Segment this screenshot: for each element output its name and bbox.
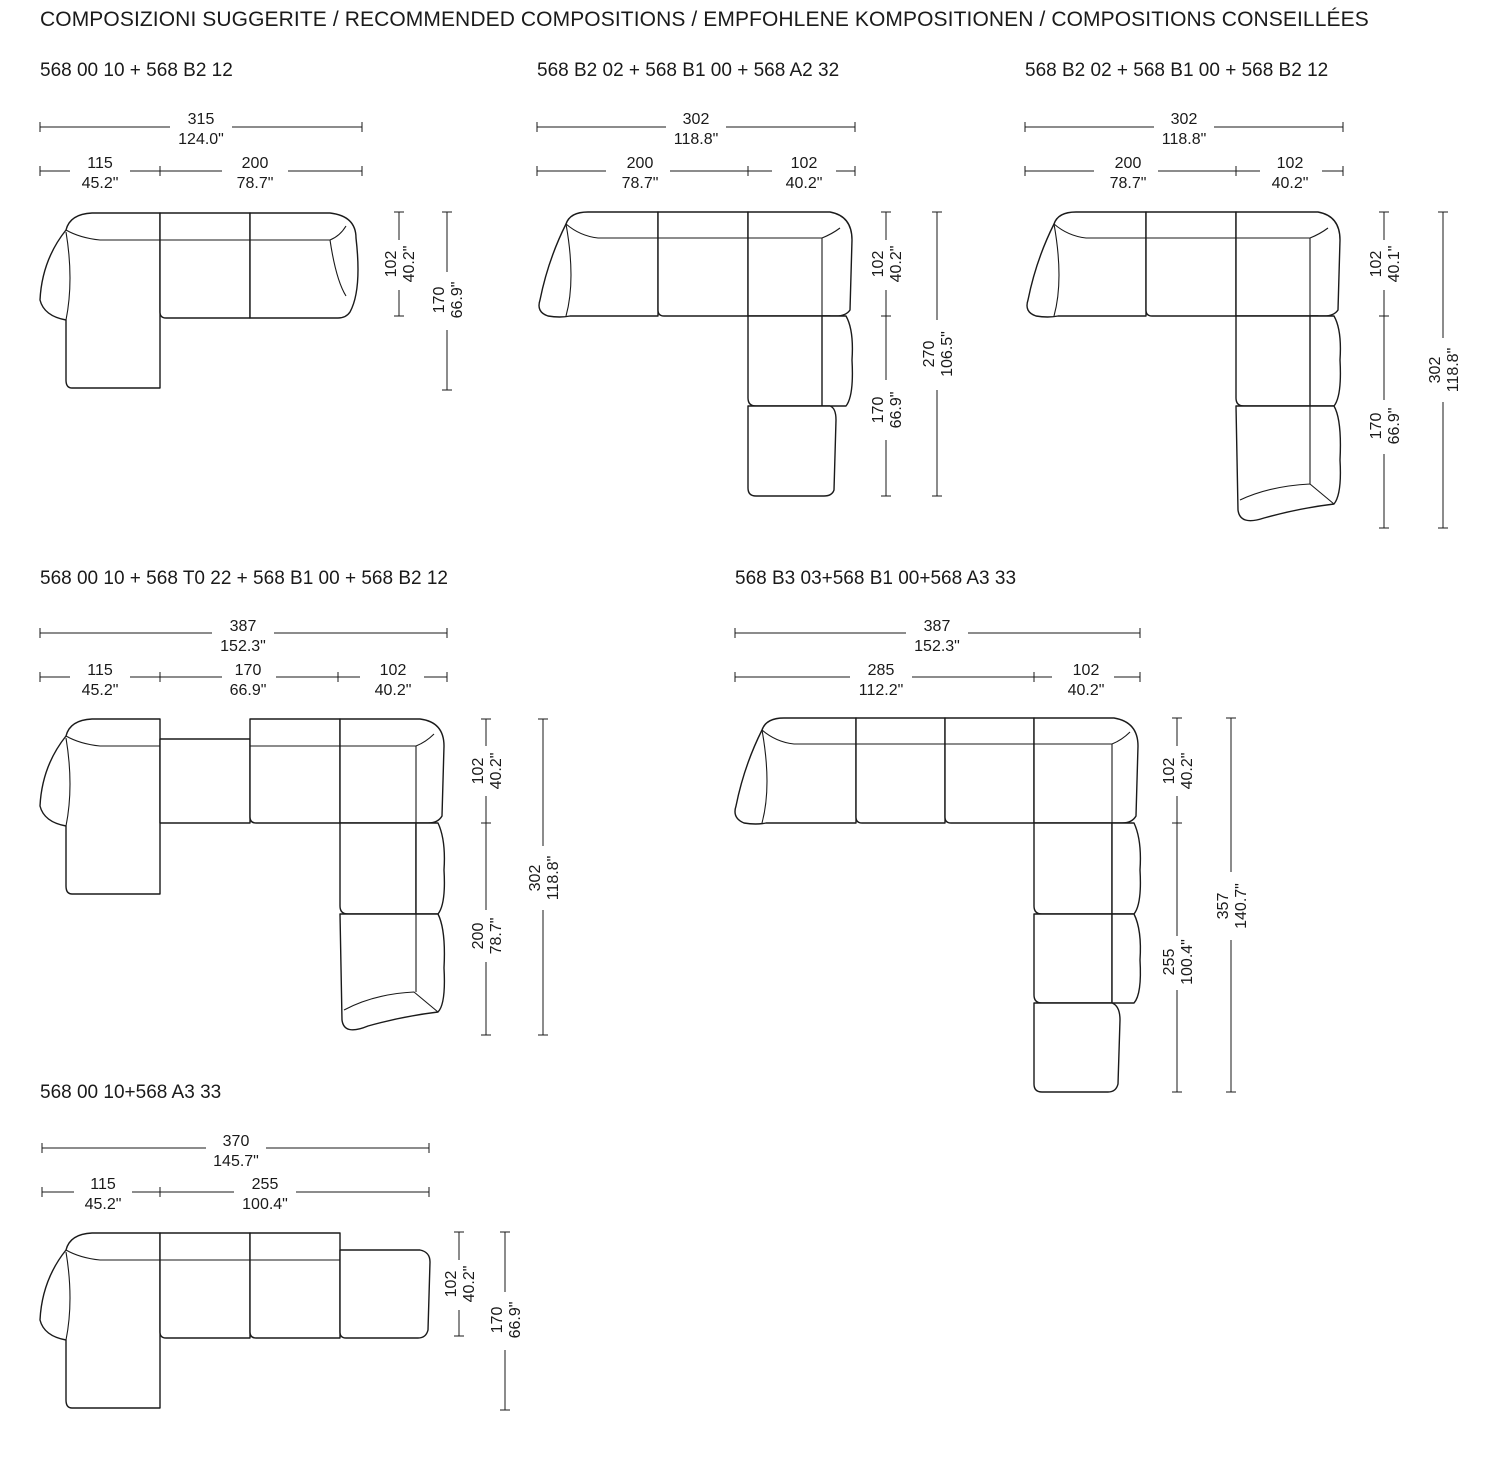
composition-1-title: 568 00 10 + 568 B2 12 (40, 60, 233, 81)
dim-label-cm: 115 (87, 155, 113, 172)
dim-total-width (735, 618, 1140, 655)
dim-label-cm: 170 (1368, 412, 1385, 440)
composition-2-drawing (537, 111, 956, 496)
dim-segment-widths (42, 1176, 429, 1213)
dim-label-in: 118.8" (1445, 347, 1462, 393)
dim-label-in: 40.2" (1067, 682, 1105, 699)
dim-label-in: 100.4" (242, 1196, 288, 1213)
dim-label-cm: 387 (923, 618, 951, 635)
dim-label-cm: 102 (470, 757, 487, 785)
composition-2-title: 568 B2 02 + 568 B1 00 + 568 A2 32 (537, 60, 840, 81)
composition-1-drawing (40, 111, 466, 390)
dim-label-in: 78.7" (1109, 175, 1147, 192)
composition-3-drawing (1025, 111, 1462, 528)
dim-segment-widths (735, 662, 1140, 699)
dim-label-cm: 170 (870, 396, 887, 424)
dim-label-cm: 102 (379, 662, 407, 679)
dim-depth (383, 212, 466, 390)
dim-label-cm: 200 (1114, 155, 1142, 172)
dim-label-cm: 370 (222, 1133, 250, 1150)
dim-label-cm: 102 (790, 155, 818, 172)
dim-label-in: 112.2" (858, 682, 904, 699)
dim-label-in: 40.2" (488, 752, 505, 790)
dim-label-cm: 115 (90, 1176, 116, 1193)
dim-label-cm: 285 (867, 662, 895, 679)
dim-label-cm: 302 (1170, 111, 1198, 128)
dim-label-cm: 255 (1161, 948, 1178, 976)
dim-label-in: 66.9" (229, 682, 267, 699)
dim-label-cm: 200 (470, 922, 487, 950)
dim-label-cm: 170 (431, 286, 448, 314)
dim-label-in: 40.2" (888, 245, 905, 283)
dim-label-in: 145.7" (213, 1153, 259, 1170)
dim-label-cm: 115 (87, 662, 113, 679)
dim-label-in: 40.2" (785, 175, 823, 192)
dim-label-in: 118.8" (545, 855, 562, 901)
dim-label-in: 118.8" (673, 131, 719, 148)
dim-label-in: 152.3" (220, 638, 266, 655)
dim-depth (1368, 212, 1462, 528)
dim-label-in: 100.4" (1179, 939, 1196, 985)
sofa-plan (40, 1233, 430, 1408)
dim-label-in: 152.3" (914, 638, 960, 655)
dim-label-cm: 102 (1368, 250, 1385, 278)
sofa-plan (1027, 212, 1340, 521)
dim-total-width (40, 111, 362, 148)
sofa-plan (539, 212, 852, 496)
dim-total-width (40, 618, 447, 655)
dim-label-in: 40.2" (461, 1265, 478, 1303)
dim-label-cm: 200 (241, 155, 269, 172)
composition-3-title: 568 B2 02 + 568 B1 00 + 568 B2 12 (1025, 60, 1329, 81)
dim-segment-widths (1025, 155, 1343, 192)
composition-5-drawing (735, 618, 1250, 1092)
dim-label-in: 40.2" (1179, 752, 1196, 790)
dim-label-cm: 102 (443, 1270, 460, 1298)
dim-label-cm: 302 (527, 864, 544, 892)
dim-segment-widths (40, 662, 447, 699)
dim-label-in: 66.9" (449, 281, 466, 319)
dim-label-cm: 102 (870, 250, 887, 278)
dim-label-in: 40.1" (1386, 245, 1403, 283)
dim-label-cm: 102 (383, 250, 400, 278)
dim-label-cm: 302 (682, 111, 710, 128)
dim-label-in: 106.5" (939, 331, 956, 377)
dim-label-in: 45.2" (81, 682, 119, 699)
dim-label-cm: 270 (921, 340, 938, 368)
dim-label-in: 45.2" (84, 1196, 122, 1213)
dim-segment-widths (537, 155, 855, 192)
dim-label-cm: 200 (626, 155, 654, 172)
dim-depth (443, 1232, 524, 1410)
dim-label-in: 118.8" (1161, 131, 1207, 148)
dim-label-cm: 387 (229, 618, 257, 635)
dim-label-cm: 255 (251, 1176, 279, 1193)
dim-label-cm: 170 (234, 662, 262, 679)
composition-4-drawing (40, 618, 562, 1035)
dim-label-in: 40.2" (1271, 175, 1309, 192)
page-heading: COMPOSIZIONI SUGGERITE / RECOMMENDED COMPOSITIONS / EMPFOHLENE KOMPOSITIONEN / COMPOSITIONS CONSEILLÉES (40, 8, 1369, 31)
sofa-plan (40, 213, 358, 388)
dim-label-in: 140.7" (1233, 883, 1250, 929)
composition-6-drawing (40, 1133, 524, 1410)
dim-label-in: 66.9" (888, 391, 905, 429)
composition-6-title: 568 00 10+568 A3 33 (40, 1082, 222, 1103)
dim-label-cm: 357 (1215, 892, 1232, 920)
dim-label-in: 78.7" (488, 917, 505, 955)
dim-label-in: 66.9" (1386, 407, 1403, 445)
dim-label-cm: 170 (489, 1306, 506, 1334)
dim-label-cm: 102 (1161, 757, 1178, 785)
composition-5-title: 568 B3 03+568 B1 00+568 A3 33 (735, 568, 1017, 589)
sofa-plan (735, 718, 1140, 1092)
dim-label-in: 66.9" (507, 1301, 524, 1339)
dim-total-width (42, 1133, 429, 1170)
dim-label-cm: 302 (1427, 356, 1444, 384)
dim-label-cm: 102 (1276, 155, 1304, 172)
dim-label-in: 124.0" (178, 131, 224, 148)
dim-depth (1161, 718, 1250, 1092)
dim-label-cm: 315 (187, 111, 215, 128)
dim-label-cm: 102 (1072, 662, 1100, 679)
dim-segment-widths (40, 155, 362, 192)
dim-depth (470, 719, 562, 1035)
dim-total-width (537, 111, 855, 148)
composition-4-title: 568 00 10 + 568 T0 22 + 568 B1 00 + 568 B2 12 (40, 568, 448, 589)
dim-label-in: 45.2" (81, 175, 119, 192)
dim-label-in: 40.2" (374, 682, 412, 699)
dim-total-width (1025, 111, 1343, 148)
dim-label-in: 78.7" (621, 175, 659, 192)
sofa-plan (40, 719, 444, 1030)
dim-label-in: 78.7" (236, 175, 274, 192)
dim-label-in: 40.2" (401, 245, 418, 283)
dim-depth (870, 212, 956, 496)
